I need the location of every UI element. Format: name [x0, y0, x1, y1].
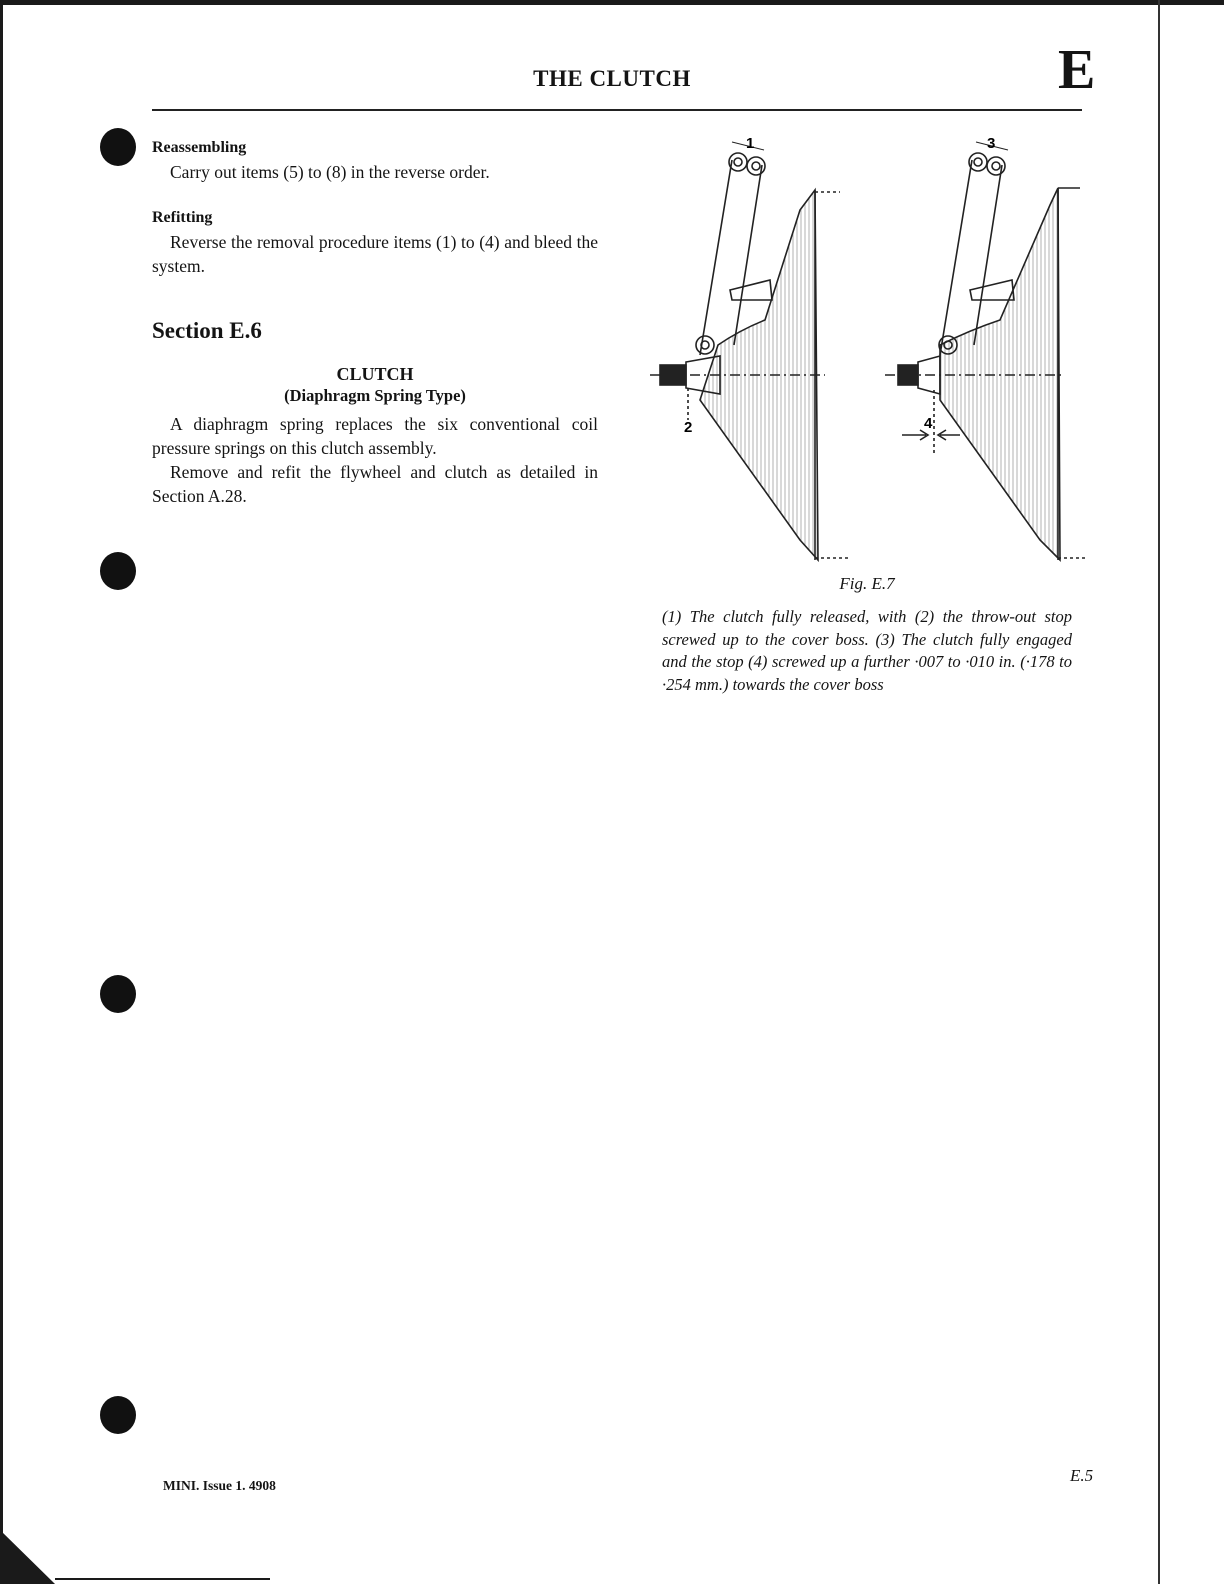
page-number: E.5	[1070, 1466, 1094, 1485]
section-subheading: (Diaphragm Spring Type)	[284, 386, 466, 405]
header-rule	[152, 109, 1082, 111]
figure-label-1: 1	[746, 135, 755, 152]
page-corner-mark	[0, 1530, 55, 1584]
section-title: Section E.6	[152, 318, 262, 343]
refitting-block	[152, 206, 598, 278]
page-bottom-edge	[55, 1578, 270, 1580]
figure-label-2: 2	[684, 419, 693, 436]
footer-issue: MINI. Issue 1. 4908	[163, 1478, 276, 1493]
reassembling-heading: Reassembling	[152, 139, 247, 156]
figure-label-4: 4	[924, 415, 933, 432]
reassembling-block	[152, 136, 598, 184]
figure-description: (1) The clutch fully released, with (2) the throw-out stop screwed up to the cover boss. (3) The clutch fully engaged and the stop (4) screwed up a further ·007 to ·010 in. (·178 to ·254 mm.) towards the cover boss	[662, 607, 1072, 694]
page-frame-left	[0, 0, 3, 1584]
refitting-text: Reverse the removal procedure items (1) to (4) and bleed the system.	[152, 232, 598, 276]
refitting-heading: Refitting	[152, 209, 213, 226]
section-letter: E	[1058, 39, 1096, 101]
page-title: THE CLUTCH	[533, 66, 691, 91]
figure-caption: Fig. E.7	[839, 574, 895, 593]
figure-label-3: 3	[987, 135, 996, 152]
binder-hole-2	[100, 552, 136, 590]
section-paragraph-2: Remove and refit the flywheel and clutch as detailed in Section A.28.	[152, 462, 598, 506]
section-body	[152, 412, 598, 508]
page-frame-right	[1158, 0, 1160, 1584]
clutch-assembly-engaged	[885, 142, 1085, 560]
page-frame-top	[0, 0, 1224, 5]
clutch-assembly-released	[650, 142, 850, 560]
section-paragraph-1: A diaphragm spring replaces the six conventional coil pressure springs on this clutch assembly.	[152, 414, 598, 458]
binder-hole-4	[100, 1396, 136, 1434]
reassembling-text: Carry out items (5) to (8) in the reverse order.	[170, 162, 490, 182]
binder-hole-3	[100, 975, 136, 1013]
binder-hole-1	[100, 128, 136, 166]
clutch-diagram	[640, 130, 1090, 570]
section-heading: CLUTCH	[336, 364, 414, 384]
